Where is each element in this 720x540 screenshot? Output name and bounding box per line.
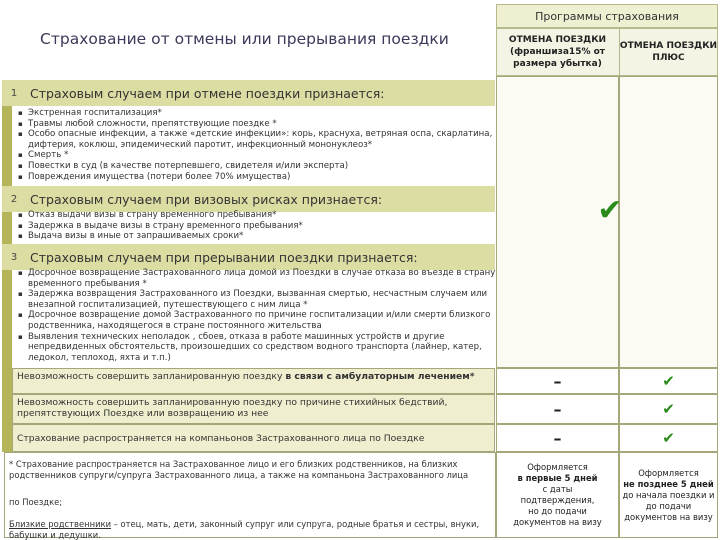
section-1-list bbox=[18, 108, 496, 182]
row-value-dash: – bbox=[496, 424, 619, 452]
footnote bbox=[4, 452, 496, 538]
footer-line: Оформляется bbox=[527, 462, 588, 472]
list-item: ▪ Особо опасные инфекции, а также «детские инфекции»: корь, краснуха, ветряная оспа, скарлатина, дифтерия, коклюш, эпидемический паротит, инфекционный мононуклеоз* bbox=[18, 129, 496, 150]
page-title: Страхование от отмены или прерывания поездки bbox=[40, 30, 449, 48]
list-item: ▪ Отказ выдачи визы в страну временного пребывания* bbox=[18, 210, 496, 221]
section-strip bbox=[2, 106, 12, 186]
footer-col2 bbox=[619, 452, 718, 538]
footer-line: но до подачи bbox=[528, 506, 587, 516]
footer-line: документов на визу bbox=[513, 517, 602, 527]
check-icon: ✔ bbox=[619, 394, 718, 424]
row-text: Невозможность совершить запланированную поездку по причине стихийных бедствий, препятствующих Поездке или возвращению из нее bbox=[17, 397, 448, 419]
footnote-line: * Страхование распространяется на Застрахованное лицо и его близких родственников, на близких родственников супруги/супруга Застрахованного лица, а также на компаньона Застрахованного лица bbox=[9, 459, 469, 480]
column-header-cancel: ОТМЕНА ПОЕЗДКИ (франшиза15% от размера убытка) bbox=[508, 35, 607, 69]
footer-line: Оформляется bbox=[638, 467, 699, 478]
relatives-label: Близкие родственники bbox=[9, 519, 112, 529]
section-number: 2 bbox=[10, 193, 18, 205]
column-header-cancel-plus: ОТМЕНА ПОЕЗДКИ ПЛЮС bbox=[619, 41, 718, 63]
shared-check-icon: ✔ bbox=[597, 192, 623, 228]
check-icon: ✔ bbox=[619, 368, 718, 394]
list-item: ▪ Экстренная госпитализация* bbox=[18, 108, 496, 119]
programs-header: Программы страхования bbox=[496, 4, 718, 28]
section-1-header bbox=[2, 80, 495, 106]
list-item: ▪ Выявления технических неполадок , сбоев, отказа в работе машинных устройств и другие непредвиденных обстоятельств, произошедших со средством водного транспорта (лайнер, катер, ледокол, теплоход, яхта и т.п.) bbox=[18, 332, 496, 364]
footnote-line: по Поездке; bbox=[9, 497, 63, 507]
list-item: ▪ Досрочное возвращение Застрахованного лица домой из Поездки в случае отказа во въезде в страну временного пребывания * bbox=[18, 268, 496, 289]
list-item: ▪ Смерть * bbox=[18, 150, 496, 161]
footer-line: с даты bbox=[542, 484, 573, 494]
section-number: 1 bbox=[10, 87, 18, 99]
footer-line: не позднее 5 дней bbox=[623, 478, 714, 489]
list-item: ▪ Досрочное возвращение домой Застрахованного по причине госпитализации и/или смерти близкого родственника, находящегося в стране постоянного жительства bbox=[18, 310, 496, 331]
section-2-list bbox=[18, 210, 496, 242]
extra-row-companions bbox=[12, 424, 495, 452]
section-title: Страховым случаем при прерывании поездки признается: bbox=[30, 249, 418, 265]
footer-line: в первые 5 дней bbox=[517, 473, 598, 483]
row-text: Страхование распространяется на компаньонов Застрахованного лица по Поездке bbox=[17, 432, 425, 444]
footer-col1 bbox=[496, 452, 619, 538]
list-item: ▪ Травмы любой сложности, препятствующие поездке * bbox=[18, 119, 496, 130]
section-title: Страховым случаем при отмене поездки признается: bbox=[30, 85, 385, 101]
list-item: ▪ Выдача визы в иные от запрашиваемых сроки* bbox=[18, 231, 496, 242]
footer-line: документов на визу bbox=[624, 511, 713, 522]
section-strip bbox=[2, 212, 12, 244]
extra-row-ambulatory bbox=[12, 368, 495, 394]
extra-row-disasters bbox=[12, 394, 495, 424]
footnote-relatives bbox=[9, 509, 491, 540]
section-2-header bbox=[2, 186, 495, 212]
check-icon: ✔ bbox=[619, 424, 718, 452]
section-title: Страховым случаем при визовых рисках признается: bbox=[30, 191, 383, 207]
section-strip bbox=[2, 368, 12, 452]
list-item: ▪ Повреждения имущества (потери более 70% имущества) bbox=[18, 172, 496, 183]
relatives-text: – отец, мать, дети, законный супруг или супруга, родные братья и сестры, внуки, бабушки и дедушки. bbox=[9, 519, 480, 540]
footer-line: подтверждения, bbox=[520, 495, 595, 505]
row-value-dash: – bbox=[496, 394, 619, 424]
section-strip bbox=[2, 270, 12, 368]
section-number: 3 bbox=[10, 251, 18, 263]
footer-line: до подачи bbox=[645, 500, 692, 511]
row-value-dash: – bbox=[496, 368, 619, 394]
row-text-bold: в связи с амбулаторным лечением* bbox=[285, 371, 475, 382]
list-item: ▪ Задержка возвращения Застрахованного из Поездки, вызванная смертью, несчастным случаем или внезапной госпитализацией, путешествующего с ним лица * bbox=[18, 289, 496, 310]
list-item: ▪ Повестки в суд (в качестве потерпевшего, свидетеля и/или эксперта) bbox=[18, 161, 496, 172]
list-item: ▪ Задержка в выдаче визы в страну временного пребывания* bbox=[18, 221, 496, 232]
footer-line: до начала поездки и bbox=[622, 489, 715, 500]
row-text: Невозможность совершить запланированную поездку bbox=[17, 371, 286, 382]
section-3-header bbox=[2, 244, 495, 270]
section-3-list bbox=[18, 268, 496, 363]
